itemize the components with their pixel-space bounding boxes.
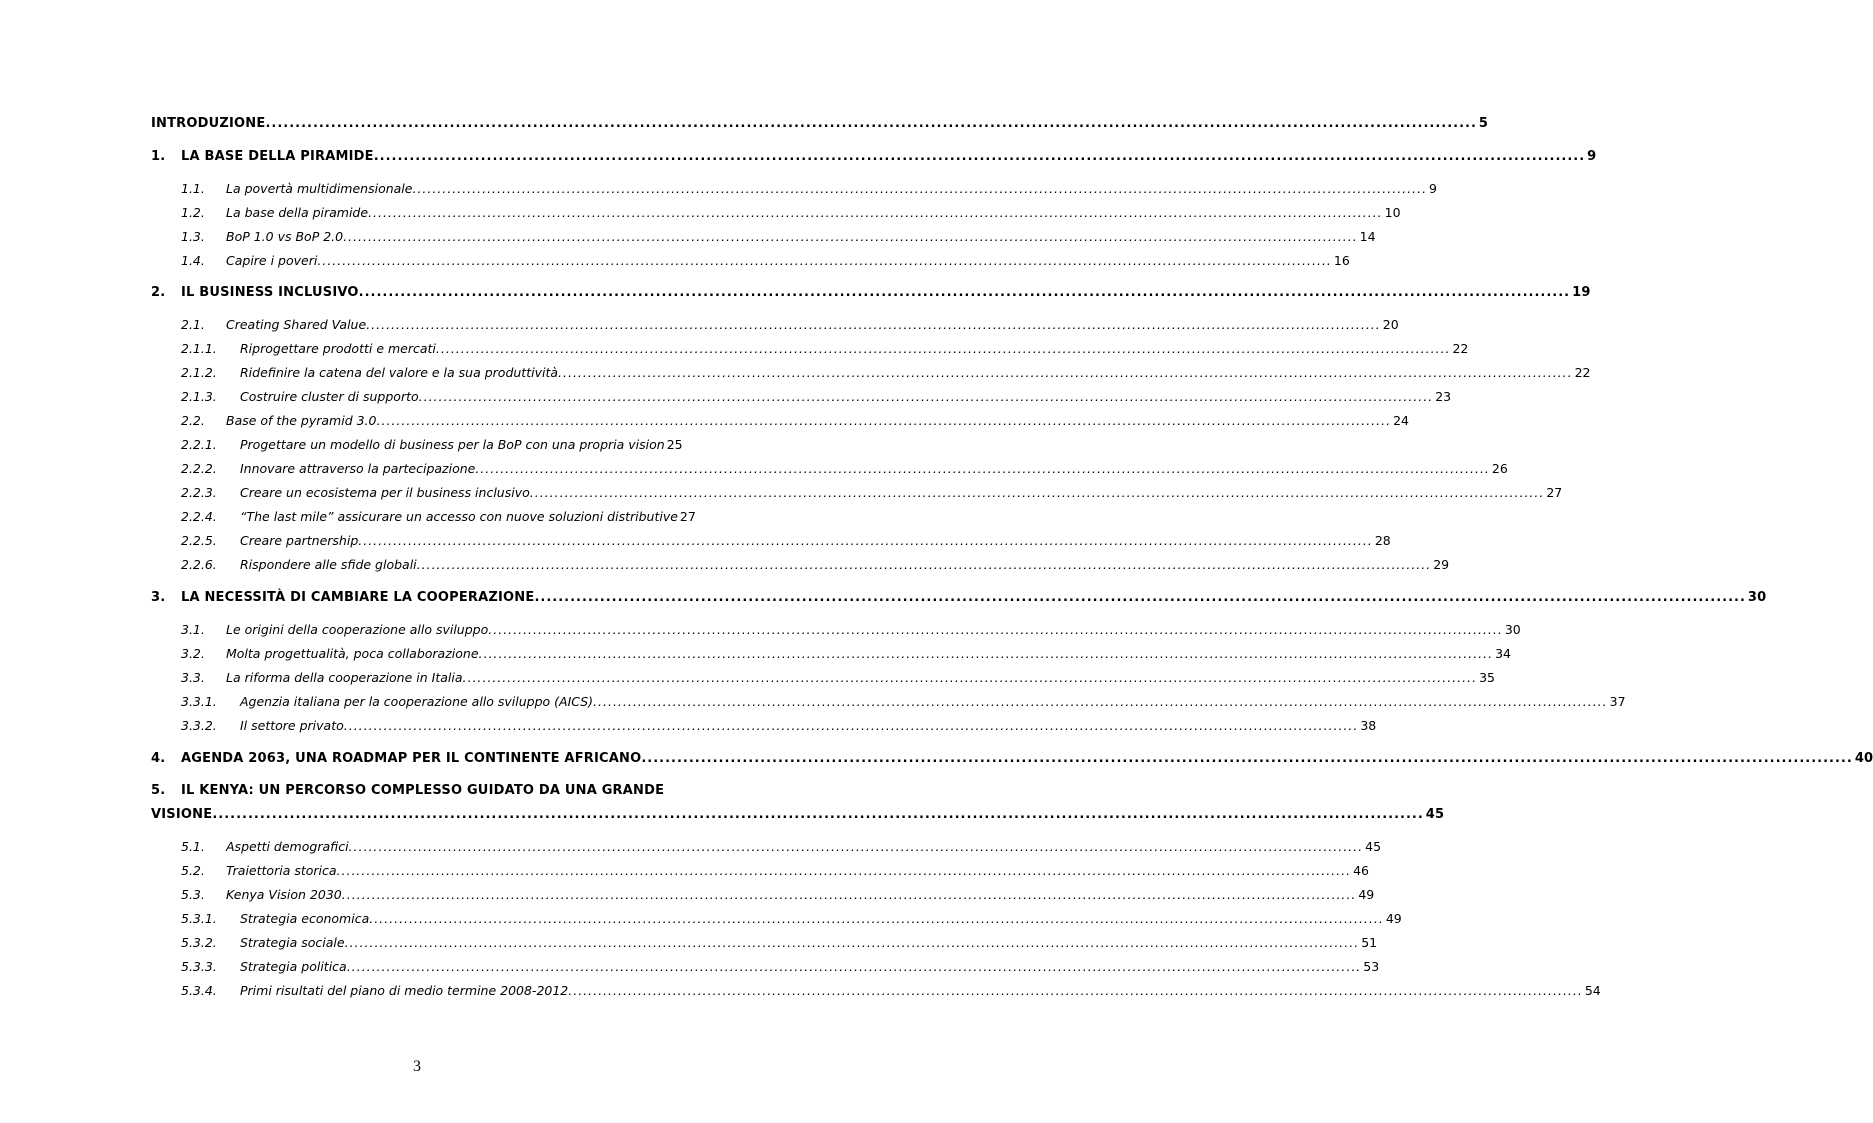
toc-number: 2. xyxy=(151,285,166,300)
toc-chapter-2[interactable] xyxy=(0,283,1591,303)
toc-chapter-4[interactable] xyxy=(0,749,1873,769)
toc-number: 2.2.1. xyxy=(181,437,217,452)
toc-page: 49 xyxy=(1385,911,1402,926)
toc-title: Traiettoria storica xyxy=(226,863,337,878)
toc-title: La base della piramide xyxy=(226,205,369,220)
toc-page: 24 xyxy=(1393,413,1409,428)
toc-number: 1.3. xyxy=(181,229,205,244)
toc-section[interactable] xyxy=(0,251,1350,271)
toc-number: 2.2.3. xyxy=(181,485,217,500)
toc-number: 2.1.1. xyxy=(181,341,217,356)
toc-section[interactable] xyxy=(0,644,1511,664)
toc-number: 5. xyxy=(151,783,166,798)
toc-number: 5.3.4. xyxy=(181,983,217,998)
toc-number: 5.2. xyxy=(181,863,205,878)
toc-subsection[interactable] xyxy=(0,459,1508,479)
toc-page: 27 xyxy=(1546,485,1563,500)
toc-subsection[interactable] xyxy=(0,692,1626,712)
toc-subsection[interactable] xyxy=(0,909,1402,929)
toc-subsection[interactable] xyxy=(0,981,1601,1001)
toc-number: 2.1.3. xyxy=(181,389,217,404)
toc-page: 34 xyxy=(1495,646,1511,661)
toc-subsection[interactable] xyxy=(0,435,794,455)
toc-page: 19 xyxy=(1572,285,1591,300)
toc-chapter-5-continued[interactable] xyxy=(0,805,1445,825)
toc-number: 1.2. xyxy=(181,205,205,220)
toc-page: 22 xyxy=(1574,365,1591,380)
toc-number: 2.2.5. xyxy=(181,533,217,548)
toc-section[interactable] xyxy=(0,411,1409,431)
toc-subsection[interactable] xyxy=(0,555,1450,575)
toc-page: 5 xyxy=(1478,116,1489,131)
toc-page: 9 xyxy=(1587,149,1597,164)
toc-section[interactable] xyxy=(0,179,1437,199)
toc-title: Molta progettualità, poca collaborazione xyxy=(226,646,479,661)
toc-page: 26 xyxy=(1491,461,1508,476)
toc-title: Strategia sociale xyxy=(240,935,345,950)
toc-page: 22 xyxy=(1452,341,1469,356)
toc-number: 2.1.2. xyxy=(181,365,217,380)
toc-number: 5.3.1. xyxy=(181,911,217,926)
toc-title: INTRODUZIONE xyxy=(151,116,266,131)
toc-chapter-1[interactable] xyxy=(0,147,1597,167)
toc-page: 46 xyxy=(1353,863,1370,878)
toc-subsection[interactable] xyxy=(0,507,794,527)
toc-title: IL BUSINESS INCLUSIVO xyxy=(181,285,359,300)
toc-subsection[interactable] xyxy=(0,387,1452,407)
toc-page: 23 xyxy=(1435,389,1452,404)
toc-title: Ridefinire la catena del valore e la sua produttività xyxy=(240,365,559,380)
toc-page: 9 xyxy=(1429,181,1437,196)
toc-title: Capire i poveri xyxy=(226,253,318,268)
toc-title: Le origini della cooperazione allo sviluppo xyxy=(226,622,489,637)
toc-section[interactable] xyxy=(0,315,1399,335)
toc-title: La riforma della cooperazione in Italia xyxy=(226,670,463,685)
toc-chapter-3[interactable] xyxy=(0,588,1767,608)
toc-subsection[interactable] xyxy=(0,933,1378,953)
toc-title: Rispondere alle sfide globali xyxy=(240,557,417,572)
toc-page: 38 xyxy=(1360,718,1377,733)
toc-section[interactable] xyxy=(0,837,1382,857)
toc-section[interactable] xyxy=(0,668,1495,688)
toc-title-line1: IL KENYA: UN PERCORSO COMPLESSO GUIDATO DA UNA GRANDE xyxy=(181,783,665,798)
toc-subsection[interactable] xyxy=(0,716,1377,736)
toc-title: Aspetti demografici xyxy=(226,839,349,854)
toc-title: Kenya Vision 2030 xyxy=(226,887,342,902)
toc-page: 27 xyxy=(679,509,696,524)
toc-page: 53 xyxy=(1363,959,1380,974)
toc-number: 1. xyxy=(151,149,166,164)
toc-number: 1.1. xyxy=(181,181,205,196)
toc-number: 3.3.2. xyxy=(181,718,217,733)
toc-page: 30 xyxy=(1504,622,1521,637)
toc-subsection[interactable] xyxy=(0,363,1591,383)
toc-number: 2.2.4. xyxy=(181,509,217,524)
toc-title-line2: VISIONE xyxy=(151,807,213,822)
toc-section[interactable] xyxy=(0,203,1401,223)
toc-page: 29 xyxy=(1433,557,1450,572)
toc-title: Costruire cluster di supporto xyxy=(240,389,419,404)
toc-number: 2.2.6. xyxy=(181,557,217,572)
toc-subsection[interactable] xyxy=(0,957,1380,977)
toc-subsection[interactable] xyxy=(0,531,1391,551)
toc-page: 30 xyxy=(1747,590,1767,605)
toc-title: BoP 1.0 vs BoP 2.0 xyxy=(226,229,344,244)
toc-number: 2.1. xyxy=(181,317,205,332)
toc-page: 10 xyxy=(1384,205,1401,220)
toc-page: 49 xyxy=(1358,887,1375,902)
page-number: 3 xyxy=(413,1058,421,1075)
toc-page: 25 xyxy=(666,437,683,452)
toc-page: 14 xyxy=(1359,229,1376,244)
toc-title: Creare partnership xyxy=(240,533,359,548)
toc-title: Innovare attraverso la partecipazione xyxy=(240,461,476,476)
toc-number: 5.3.2. xyxy=(181,935,217,950)
toc-page: 16 xyxy=(1333,253,1350,268)
toc-page: 45 xyxy=(1425,807,1445,822)
toc-number: 3.3. xyxy=(181,670,205,685)
toc-number: 2.2.2. xyxy=(181,461,217,476)
toc-page: 40 xyxy=(1854,751,1873,766)
toc-title: Strategia economica xyxy=(240,911,370,926)
toc-title: Creare un ecosistema per il business inclusivo xyxy=(240,485,530,500)
toc-title: Agenzia italiana per la cooperazione allo sviluppo (AICS) xyxy=(240,694,594,709)
toc-number: 5.3. xyxy=(181,887,205,902)
toc-section[interactable] xyxy=(0,861,1370,881)
toc-number: 5.1. xyxy=(181,839,205,854)
toc-title: Base of the pyramid 3.0 xyxy=(226,413,377,428)
toc-page: 20 xyxy=(1382,317,1399,332)
toc-number: 1.4. xyxy=(181,253,205,268)
toc-title: AGENDA 2063, UNA ROADMAP PER IL CONTINENTE AFRICANO xyxy=(181,751,642,766)
toc-page: 54 xyxy=(1584,983,1601,998)
toc-page: 37 xyxy=(1609,694,1626,709)
toc-title: Il settore privato xyxy=(240,718,344,733)
toc-subsection[interactable] xyxy=(0,339,1469,359)
toc-subsection[interactable] xyxy=(0,483,1563,503)
toc-section[interactable] xyxy=(0,885,1375,905)
toc-title: Creating Shared Value xyxy=(226,317,367,332)
toc-page: 28 xyxy=(1374,533,1391,548)
toc-title: “The last mile” assicurare un accesso con nuove soluzioni distributive xyxy=(240,509,678,524)
toc-page: 51 xyxy=(1361,935,1378,950)
toc-title: Progettare un modello di business per la BoP con una propria vision xyxy=(240,437,665,452)
toc-title: La povertà multidimensionale xyxy=(226,181,413,196)
toc-section[interactable] xyxy=(0,620,1521,640)
toc-title: Riprogettare prodotti e mercati xyxy=(240,341,436,356)
toc-intro[interactable] xyxy=(0,114,1489,134)
toc-page: 45 xyxy=(1365,839,1382,854)
toc-title: LA BASE DELLA PIRAMIDE xyxy=(181,149,374,164)
toc-number: 2.2. xyxy=(181,413,205,428)
toc-number: 5.3.3. xyxy=(181,959,217,974)
toc-number: 3.3.1. xyxy=(181,694,217,709)
toc-section[interactable] xyxy=(0,227,1376,247)
toc-title: Strategia politica xyxy=(240,959,347,974)
toc-number: 3.2. xyxy=(181,646,205,661)
toc-number: 4. xyxy=(151,751,166,766)
toc-title: Primi risultati del piano di medio termine 2008-2012 xyxy=(240,983,569,998)
toc-number: 3. xyxy=(151,590,166,605)
toc-chapter-5[interactable] xyxy=(0,781,794,801)
toc-page: 35 xyxy=(1479,670,1495,685)
toc-number: 3.1. xyxy=(181,622,205,637)
toc-title: LA NECESSITÀ DI CAMBIARE LA COOPERAZIONE xyxy=(181,590,535,605)
